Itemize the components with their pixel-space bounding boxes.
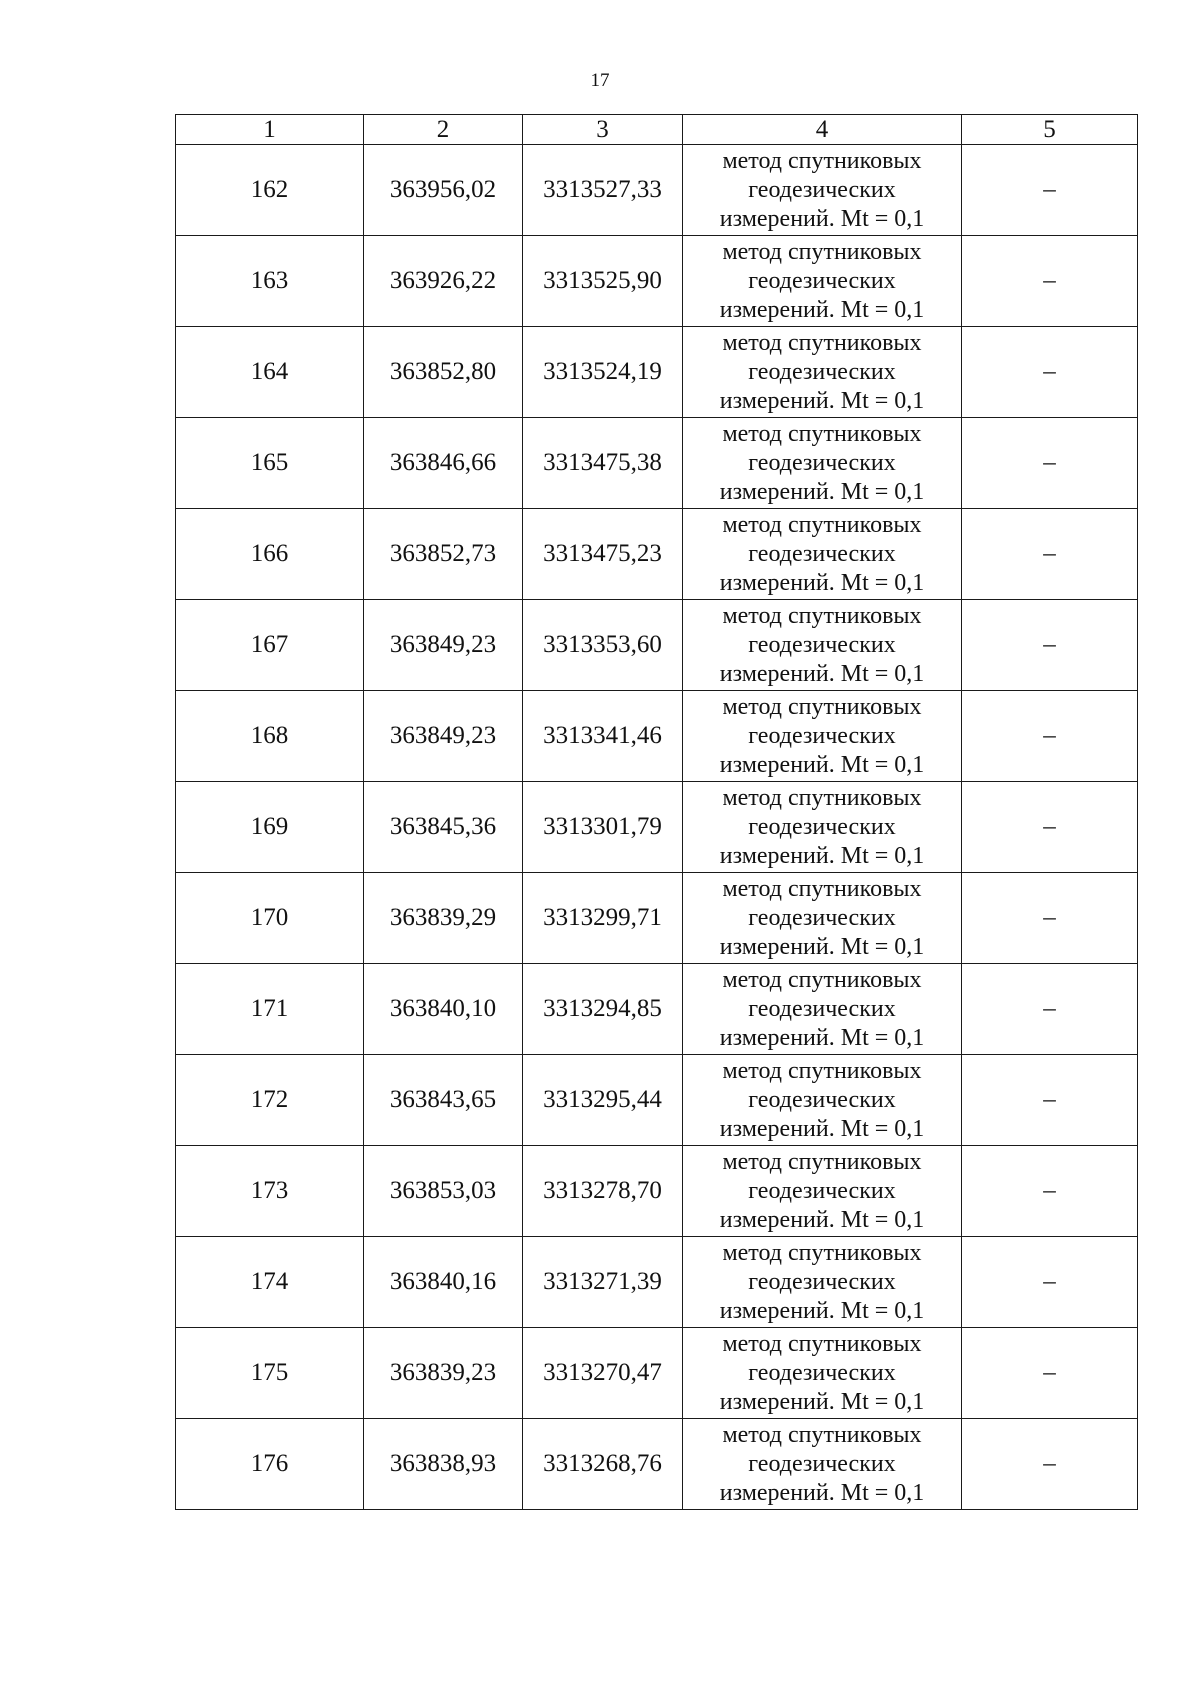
measurement-method <box>683 782 962 873</box>
point-number: 166 <box>176 509 364 600</box>
method-line-3: измерений. Mt = 0,1 <box>719 660 925 687</box>
measurement-method <box>683 1055 962 1146</box>
method-line-2: геодезических <box>748 1268 896 1295</box>
header-col-3: 3 <box>523 115 683 145</box>
note-cell: – <box>962 600 1138 691</box>
method-line-2: геодезических <box>748 1086 896 1113</box>
note-cell: – <box>962 1055 1138 1146</box>
measurement-method <box>683 1146 962 1237</box>
method-line-1: метод спутниковых <box>722 420 922 447</box>
coordinate-y: 3313341,46 <box>523 691 683 782</box>
coordinate-y: 3313271,39 <box>523 1237 683 1328</box>
table-body <box>176 145 1138 1510</box>
measurement-method <box>683 873 962 964</box>
point-number: 175 <box>176 1328 364 1419</box>
note-cell: – <box>962 145 1138 236</box>
note-cell: – <box>962 782 1138 873</box>
method-line-2: геодезических <box>748 267 896 294</box>
coordinate-x: 363846,66 <box>364 418 523 509</box>
method-line-3: измерений. Mt = 0,1 <box>719 478 925 505</box>
header-col-5: 5 <box>962 115 1138 145</box>
measurement-method <box>683 1328 962 1419</box>
coordinate-y: 3313475,23 <box>523 509 683 600</box>
point-number: 173 <box>176 1146 364 1237</box>
coordinate-x: 363840,10 <box>364 964 523 1055</box>
method-line-3: измерений. Mt = 0,1 <box>719 1115 925 1142</box>
point-number: 172 <box>176 1055 364 1146</box>
table-row <box>176 1055 1138 1146</box>
page-number: 17 <box>590 70 610 91</box>
note-cell: – <box>962 509 1138 600</box>
coordinate-x: 363926,22 <box>364 236 523 327</box>
table-row <box>176 600 1138 691</box>
coordinate-x: 363849,23 <box>364 600 523 691</box>
note-cell: – <box>962 691 1138 782</box>
measurement-method <box>683 509 962 600</box>
header-col-4: 4 <box>683 115 962 145</box>
coordinate-y: 3313524,19 <box>523 327 683 418</box>
point-number: 167 <box>176 600 364 691</box>
coordinate-y: 3313299,71 <box>523 873 683 964</box>
measurement-method <box>683 145 962 236</box>
point-number: 169 <box>176 782 364 873</box>
header-col-2: 2 <box>364 115 523 145</box>
coordinate-x: 363845,36 <box>364 782 523 873</box>
table-row <box>176 1237 1138 1328</box>
method-line-2: геодезических <box>748 722 896 749</box>
method-line-2: геодезических <box>748 176 896 203</box>
point-number: 171 <box>176 964 364 1055</box>
method-line-2: геодезических <box>748 631 896 658</box>
point-number: 174 <box>176 1237 364 1328</box>
coordinates-table-container <box>175 114 1137 1510</box>
method-line-1: метод спутниковых <box>722 875 922 902</box>
measurement-method <box>683 1419 962 1510</box>
measurement-method <box>683 418 962 509</box>
method-line-2: геодезических <box>748 995 896 1022</box>
method-line-1: метод спутниковых <box>722 602 922 629</box>
point-number: 176 <box>176 1419 364 1510</box>
coordinate-y: 3313301,79 <box>523 782 683 873</box>
note-cell: – <box>962 327 1138 418</box>
coordinates-table <box>175 114 1138 1510</box>
method-line-2: геодезических <box>748 813 896 840</box>
table-row <box>176 236 1138 327</box>
coordinate-y: 3313475,38 <box>523 418 683 509</box>
point-number: 165 <box>176 418 364 509</box>
table-row <box>176 418 1138 509</box>
coordinate-y: 3313278,70 <box>523 1146 683 1237</box>
measurement-method <box>683 236 962 327</box>
method-line-3: измерений. Mt = 0,1 <box>719 205 925 232</box>
method-line-1: метод спутниковых <box>722 238 922 265</box>
method-line-1: метод спутниковых <box>722 1057 922 1084</box>
method-line-2: геодезических <box>748 1359 896 1386</box>
coordinate-x: 363840,16 <box>364 1237 523 1328</box>
method-line-1: метод спутниковых <box>722 693 922 720</box>
note-cell: – <box>962 1237 1138 1328</box>
point-number: 163 <box>176 236 364 327</box>
note-cell: – <box>962 873 1138 964</box>
method-line-3: измерений. Mt = 0,1 <box>719 1024 925 1051</box>
method-line-1: метод спутниковых <box>722 966 922 993</box>
method-line-2: геодезических <box>748 449 896 476</box>
measurement-method <box>683 1237 962 1328</box>
method-line-2: геодезических <box>748 1177 896 1204</box>
method-line-3: измерений. Mt = 0,1 <box>719 569 925 596</box>
coordinate-y: 3313525,90 <box>523 236 683 327</box>
note-cell: – <box>962 1328 1138 1419</box>
note-cell: – <box>962 1419 1138 1510</box>
method-line-1: метод спутниковых <box>722 1330 922 1357</box>
method-line-1: метод спутниковых <box>722 329 922 356</box>
table-row <box>176 145 1138 236</box>
table-row <box>176 873 1138 964</box>
coordinate-x: 363849,23 <box>364 691 523 782</box>
method-line-1: метод спутниковых <box>722 784 922 811</box>
coordinate-y: 3313527,33 <box>523 145 683 236</box>
method-line-3: измерений. Mt = 0,1 <box>719 1297 925 1324</box>
method-line-1: метод спутниковых <box>722 1421 922 1448</box>
coordinate-y: 3313353,60 <box>523 600 683 691</box>
method-line-3: измерений. Mt = 0,1 <box>719 1479 925 1506</box>
method-line-3: измерений. Mt = 0,1 <box>719 751 925 778</box>
header-col-1: 1 <box>176 115 364 145</box>
coordinate-x: 363839,23 <box>364 1328 523 1419</box>
point-number: 162 <box>176 145 364 236</box>
coordinate-x: 363852,80 <box>364 327 523 418</box>
method-line-3: измерений. Mt = 0,1 <box>719 1388 925 1415</box>
coordinate-x: 363839,29 <box>364 873 523 964</box>
table-row <box>176 964 1138 1055</box>
method-line-1: метод спутниковых <box>722 511 922 538</box>
table-row <box>176 1146 1138 1237</box>
note-cell: – <box>962 1146 1138 1237</box>
method-line-1: метод спутниковых <box>722 147 922 174</box>
method-line-2: геодезических <box>748 904 896 931</box>
point-number: 168 <box>176 691 364 782</box>
measurement-method <box>683 327 962 418</box>
method-line-2: геодезических <box>748 1450 896 1477</box>
coordinate-x: 363843,65 <box>364 1055 523 1146</box>
method-line-1: метод спутниковых <box>722 1148 922 1175</box>
measurement-method <box>683 600 962 691</box>
table-row <box>176 782 1138 873</box>
method-line-3: измерений. Mt = 0,1 <box>719 387 925 414</box>
coordinate-x: 363956,02 <box>364 145 523 236</box>
method-line-3: измерений. Mt = 0,1 <box>719 842 925 869</box>
coordinate-x: 363853,03 <box>364 1146 523 1237</box>
method-line-2: геодезических <box>748 540 896 567</box>
measurement-method <box>683 964 962 1055</box>
table-row <box>176 1328 1138 1419</box>
method-line-1: метод спутниковых <box>722 1239 922 1266</box>
header-row <box>176 115 1138 145</box>
method-line-3: измерений. Mt = 0,1 <box>719 1206 925 1233</box>
coordinate-y: 3313295,44 <box>523 1055 683 1146</box>
point-number: 170 <box>176 873 364 964</box>
note-cell: – <box>962 418 1138 509</box>
method-line-3: измерений. Mt = 0,1 <box>719 933 925 960</box>
coordinate-y: 3313294,85 <box>523 964 683 1055</box>
table-row <box>176 327 1138 418</box>
coordinate-y: 3313268,76 <box>523 1419 683 1510</box>
method-line-3: измерений. Mt = 0,1 <box>719 296 925 323</box>
table-row <box>176 509 1138 600</box>
point-number: 164 <box>176 327 364 418</box>
note-cell: – <box>962 236 1138 327</box>
coordinate-x: 363852,73 <box>364 509 523 600</box>
note-cell: – <box>962 964 1138 1055</box>
table-row <box>176 691 1138 782</box>
coordinate-y: 3313270,47 <box>523 1328 683 1419</box>
method-line-2: геодезических <box>748 358 896 385</box>
measurement-method <box>683 691 962 782</box>
table-row <box>176 1419 1138 1510</box>
coordinate-x: 363838,93 <box>364 1419 523 1510</box>
